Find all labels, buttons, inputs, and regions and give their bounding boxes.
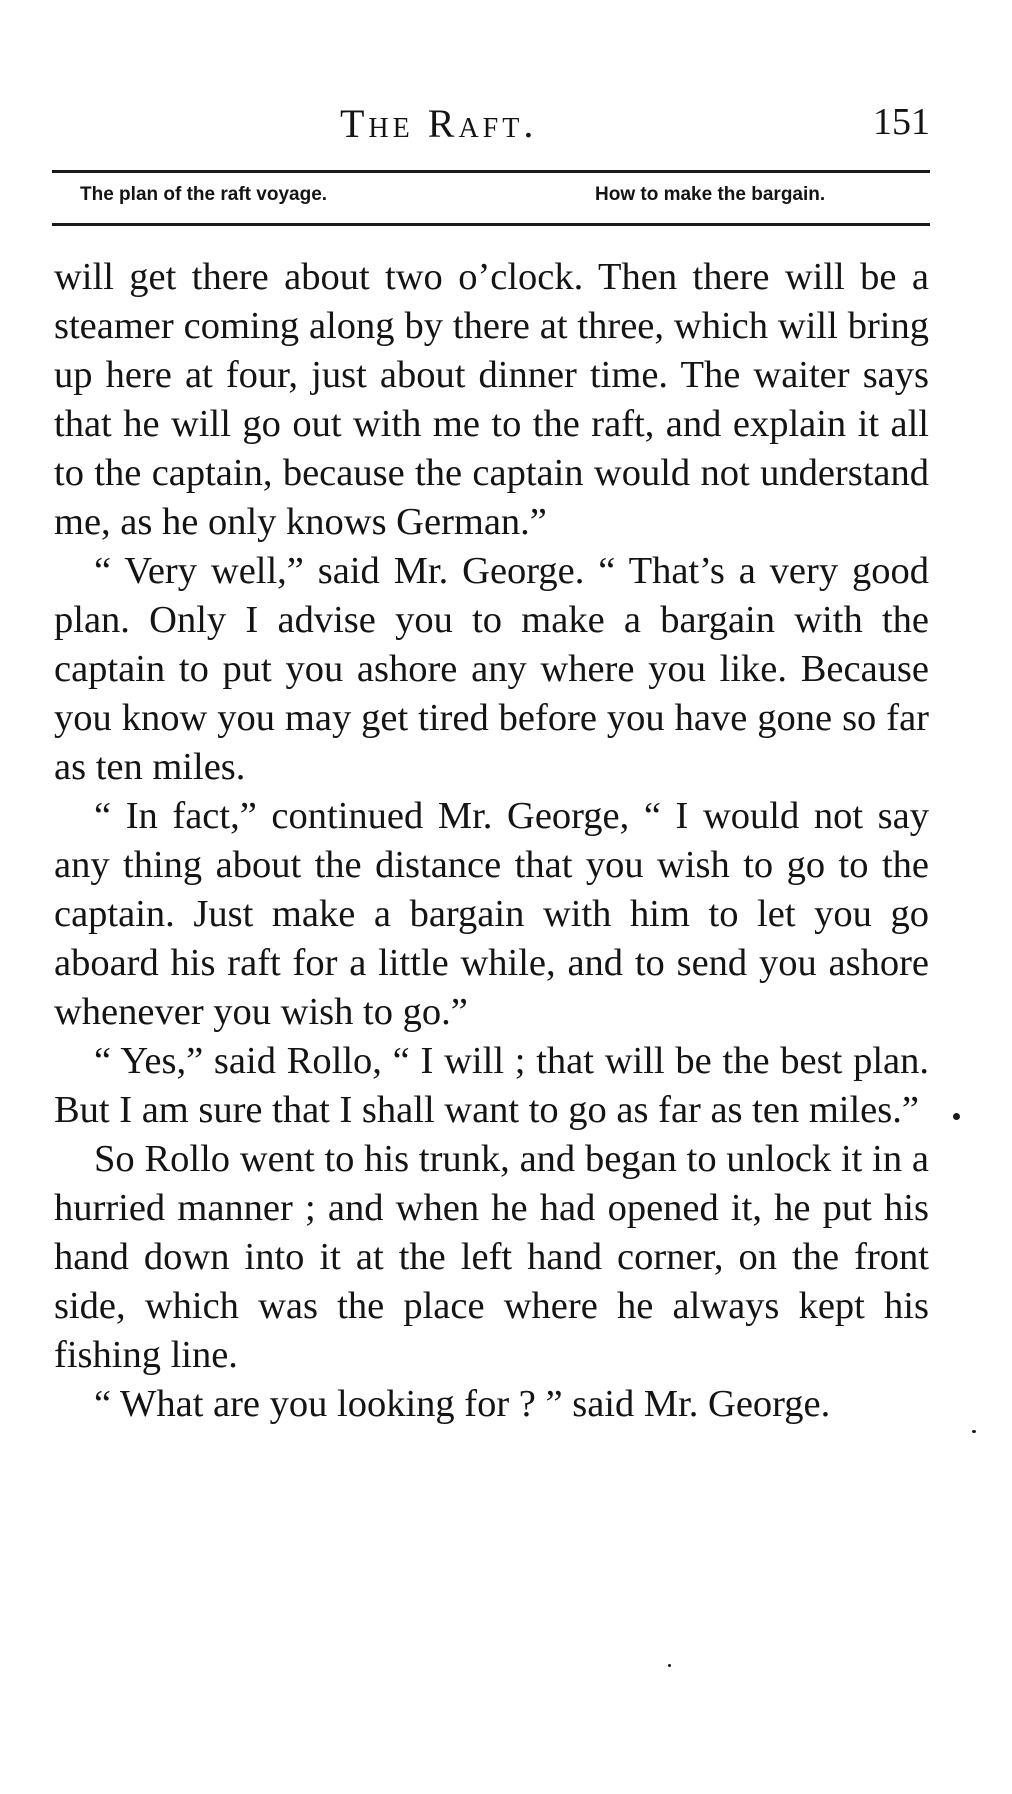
ink-speck — [953, 1113, 960, 1120]
running-head — [0, 100, 1012, 160]
paragraph-6: “ What are you looking for ? ” said Mr. George. — [94, 1383, 831, 1425]
header-rule-top — [52, 170, 930, 173]
subhead-right: How to make the bargain. — [595, 184, 826, 205]
paragraph-3: “ In fact,” continued Mr. George, “ I would not say any thing about the distance that you wish to go to the captain. Just make a bargain with him to let you go aboard his raft for a little while, and to send you ashore whenever you wish to go.” — [54, 795, 929, 1033]
ink-speck — [972, 1430, 976, 1433]
paragraph-4: “ Yes,” said Rollo, “ I will ; that will be the best plan. But I am sure that I shall want to go as far as ten miles.” — [54, 1040, 929, 1131]
page-number: 151 — [873, 101, 930, 143]
paragraph-1: will get there about two o’clock. Then there will be a steamer coming along by there at three, which will bring up here at four, just about dinner time. The waiter says that he will go out with me to the raft, and explain it all to the captain, because the captain would not understand me, as he only knows German.” — [54, 256, 929, 543]
paragraph-2: “ Very well,” said Mr. George. “ That’s a very good plan. Only I advise you to make a bargain with the captain to put you ashore any where you like. Because you know you may get tired before you have gone so far as ten miles. — [54, 550, 929, 788]
header-rule-bottom — [52, 223, 930, 226]
ink-speck — [668, 1664, 671, 1667]
body-text — [54, 253, 929, 1429]
paragraph-5: So Rollo went to his trunk, and began to unlock it in a hurried manner ; and when he had opened it, he put his hand down into it at the left hand corner, on the front side, which was the place where he always kept his fishing line. — [54, 1138, 929, 1376]
running-title: The Raft. — [340, 101, 538, 146]
subhead-left: The plan of the raft voyage. — [80, 184, 328, 205]
